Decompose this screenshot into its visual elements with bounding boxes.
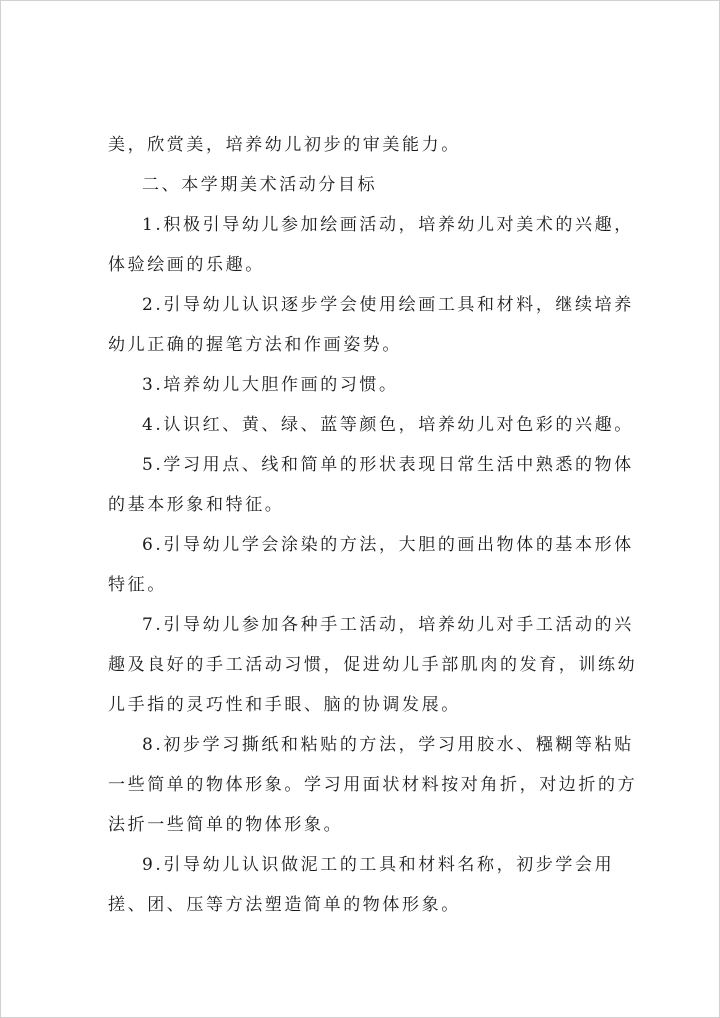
document-body — [108, 125, 638, 925]
goal-item-8: 8.初步学习撕纸和粘贴的方法，学习用胶水、糨糊等粘贴一些简单的物体形象。学习用面状材料按对角折，对边折的方法折一些简单的物体形象。 — [108, 735, 638, 835]
goal-item-4: 4.认识红、黄、绿、蓝等颜色，培养幼儿对色彩的兴趣。 — [142, 415, 634, 435]
goal-item-5: 5.学习用点、线和简单的形状表现日常生活中熟悉的物体的基本形象和特征。 — [108, 455, 634, 515]
goal-item-7: 7.引导幼儿参加各种手工活动，培养幼儿对手工活动的兴趣及良好的手工活动习惯，促进幼儿手部肌肉的发育，训练幼儿手指的灵巧性和手眼、脑的协调发展。 — [108, 615, 638, 715]
goal-item-3: 3.培养幼儿大胆作画的习惯。 — [142, 375, 399, 395]
paragraph-continuation: 美，欣赏美，培养幼儿初步的审美能力。 — [108, 135, 461, 155]
goal-item-2: 2.引导幼儿认识逐步学会使用绘画工具和材料，继续培养幼儿正确的握笔方法和作画姿势。 — [108, 295, 634, 355]
goal-item-9: 9.引导幼儿认识做泥工的工具和材料名称，初步学会用搓、团、压等方法塑造简单的物体形象。 — [108, 855, 615, 915]
section-heading: 二、本学期美术活动分目标 — [142, 175, 378, 195]
goal-item-6: 6.引导幼儿学会涂染的方法，大胆的画出物体的基本形体特征。 — [108, 535, 634, 595]
goal-item-1: 1.积极引导幼儿参加绘画活动，培养幼儿对美术的兴趣，体验绘画的乐趣。 — [108, 215, 634, 275]
